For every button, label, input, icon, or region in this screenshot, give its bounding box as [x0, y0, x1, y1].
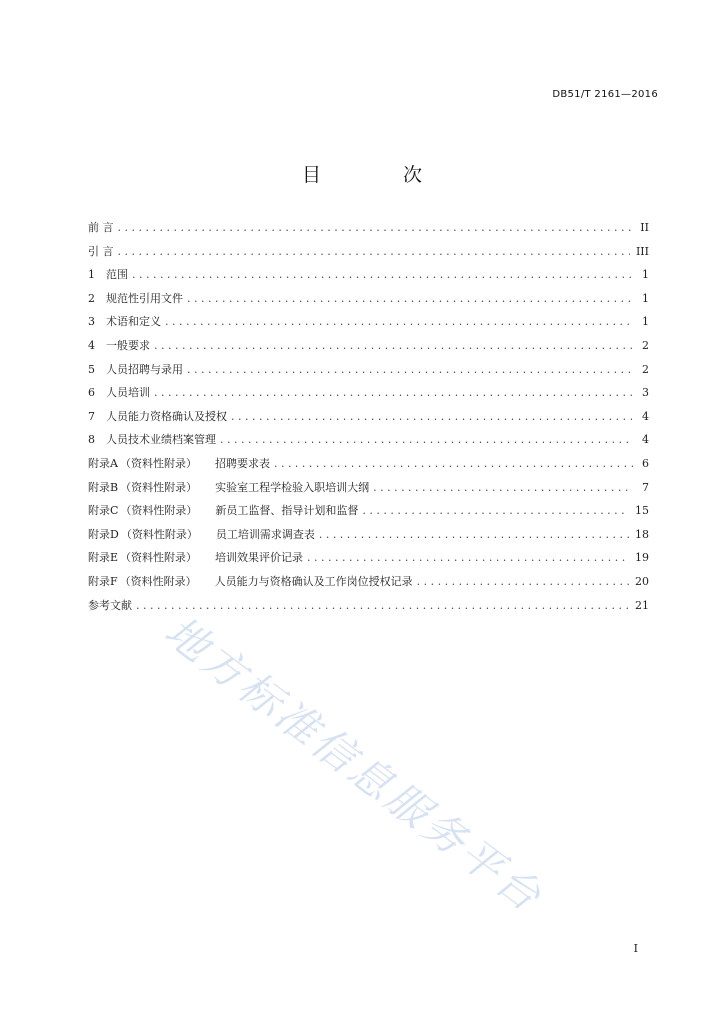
toc-entry-label: 范围 — [106, 268, 128, 282]
toc-entry-page: 18 — [635, 527, 649, 541]
toc-entry[interactable] — [88, 502, 649, 526]
toc-entry-label: 术语和定义 — [106, 315, 161, 329]
toc-entry-number: 1 — [88, 268, 95, 282]
toc-entry-annex-type: （资料性附录） — [120, 480, 198, 494]
toc-entry-label: 引 言 — [88, 244, 114, 258]
toc-leader-dots — [319, 528, 629, 541]
toc-entry[interactable] — [88, 243, 649, 267]
toc-leader-dots — [118, 221, 634, 234]
toc-leader-dots — [220, 433, 633, 446]
watermark: 地方标准信息服务平台 — [155, 606, 553, 923]
toc-entry-number: 4 — [88, 338, 95, 352]
toc-entry-annex-type: （资料性附录） — [119, 574, 197, 588]
toc-entry-annex-type: （资料性附录） — [119, 456, 197, 470]
toc-leader-dots — [154, 339, 633, 352]
table-of-contents — [88, 219, 649, 620]
toc-entry-number: 6 — [88, 386, 95, 400]
toc-entry-annex-title: 招聘要求表 — [214, 456, 270, 470]
toc-entry[interactable] — [88, 408, 649, 432]
toc-entry-page: 6 — [642, 456, 649, 470]
toc-entry-label: 附录E — [88, 551, 119, 565]
toc-entry[interactable] — [88, 266, 649, 290]
toc-entry-page: 3 — [642, 386, 649, 400]
toc-entry[interactable] — [88, 455, 649, 479]
toc-entry[interactable] — [88, 597, 649, 621]
toc-entry-label: 附录A — [88, 456, 118, 470]
toc-entry-page: II — [640, 221, 649, 234]
toc-entry-label: 前 言 — [88, 221, 114, 234]
standard-code: DB51/T 2161—2016 — [552, 89, 658, 100]
toc-entry[interactable] — [88, 573, 649, 597]
toc-entry-annex-title: 员工培训需求调查表 — [215, 527, 315, 541]
toc-entry-page: 2 — [642, 362, 649, 376]
toc-entry-number: 3 — [88, 315, 95, 329]
toc-entry-page: 7 — [642, 480, 649, 494]
page-number: I — [633, 942, 638, 955]
toc-entry[interactable] — [88, 337, 649, 361]
toc-entry-page: 1 — [642, 291, 649, 305]
toc-entry-label: 规范性引用文件 — [106, 291, 183, 305]
toc-entry-page: 15 — [635, 504, 649, 518]
toc-entry-number: 2 — [88, 291, 95, 305]
toc-entry-label: 附录D — [88, 527, 119, 541]
toc-leader-dots — [154, 386, 633, 399]
toc-entry-annex-type: （资料性附录） — [120, 504, 198, 518]
toc-entry-page: 2 — [642, 338, 649, 352]
toc-entry[interactable] — [88, 526, 649, 550]
toc-entry-label: 一般要求 — [106, 338, 150, 352]
toc-leader-dots — [136, 599, 629, 612]
toc-entry-number: 8 — [88, 433, 95, 447]
toc-leader-dots — [362, 504, 629, 517]
toc-entry-annex-type: （资料性附录） — [120, 527, 198, 541]
toc-entry-page: 21 — [635, 598, 649, 612]
toc-leader-dots — [274, 457, 633, 470]
toc-entry-label: 附录F — [88, 574, 118, 588]
toc-entry-page: III — [635, 244, 649, 258]
toc-entry-label: 人员能力资格确认及授权 — [106, 409, 227, 423]
toc-entry[interactable] — [88, 431, 649, 455]
toc-entry-label: 附录C — [88, 504, 119, 518]
toc-entry-page: 1 — [642, 268, 649, 282]
toc-leader-dots — [417, 575, 629, 588]
toc-leader-dots — [231, 410, 633, 423]
toc-entry[interactable] — [88, 290, 649, 314]
toc-entry[interactable] — [88, 361, 649, 385]
toc-entry-annex-title: 培训效果评价记录 — [215, 551, 304, 565]
toc-entry-label: 人员技术业绩档案管理 — [106, 433, 216, 447]
toc-entry-label: 人员培训 — [106, 386, 150, 400]
toc-entry-page: 20 — [635, 574, 649, 588]
toc-leader-dots — [187, 292, 633, 305]
toc-entry-annex-title: 人员能力与资格确认及工作岗位授权记录 — [214, 574, 413, 588]
toc-leader-dots — [165, 315, 633, 328]
toc-entry[interactable] — [88, 479, 649, 503]
toc-entry[interactable] — [88, 313, 649, 337]
toc-entry-page: 1 — [642, 315, 649, 329]
toc-entry-label: 参考文献 — [88, 598, 132, 612]
toc-entry-annex-title: 实验室工程学检验入职培训大纲 — [215, 480, 370, 494]
toc-leader-dots — [307, 551, 629, 564]
toc-leader-dots — [373, 481, 633, 494]
toc-entry-number: 7 — [88, 409, 95, 423]
toc-entry[interactable] — [88, 219, 649, 243]
toc-entry-page: 19 — [635, 551, 649, 565]
toc-entry[interactable] — [88, 549, 649, 573]
toc-entry-page: 4 — [642, 409, 649, 423]
toc-entry-annex-title: 新员工监督、指导计划和监督 — [215, 504, 359, 518]
toc-entry-label: 附录B — [88, 480, 119, 494]
toc-entry-number: 5 — [88, 362, 95, 376]
toc-entry-label: 人员招聘与录用 — [106, 362, 183, 376]
toc-entry[interactable] — [88, 384, 649, 408]
toc-leader-dots — [132, 268, 633, 281]
toc-entry-annex-type: （资料性附录） — [120, 551, 198, 565]
toc-entry-page: 4 — [642, 433, 649, 447]
toc-leader-dots — [187, 363, 633, 376]
toc-leader-dots — [118, 245, 630, 258]
page-title: 目 次 — [301, 164, 461, 186]
